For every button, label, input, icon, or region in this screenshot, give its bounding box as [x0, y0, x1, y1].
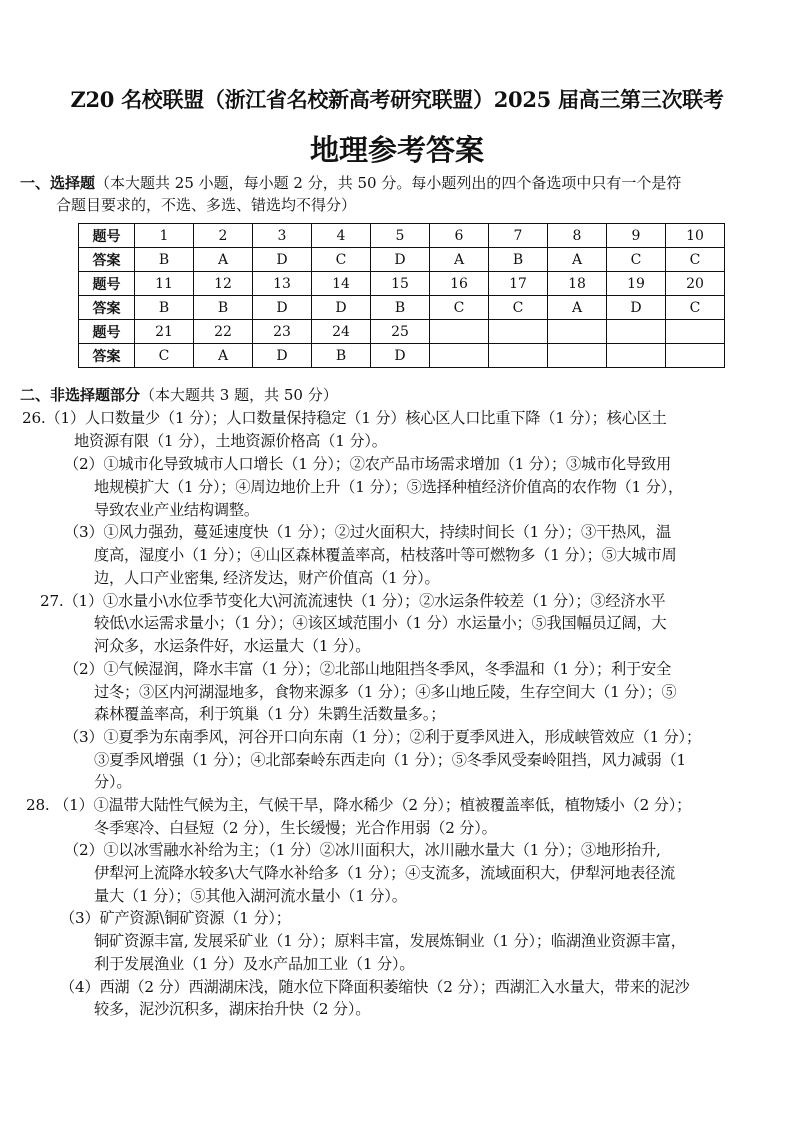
answer-letter-cell: D	[253, 248, 312, 272]
question-number-cell	[607, 320, 666, 344]
q27-2-line1: （2）①气候湿润，降水丰富（1 分）；②北部山地阻挡冬季风，冬季温和（1 分）；利于安全	[64, 660, 671, 678]
answer-table	[78, 223, 725, 368]
question-number-cell: 21	[135, 320, 194, 344]
q28-4-line1: （4）西湖（2 分）西湖湖床浅，随水位下降面积萎缩快（2 分）；西湖汇入水量大，带来的泥沙	[60, 978, 690, 996]
question-number-cell: 13	[253, 272, 312, 296]
question-number-cell: 18	[548, 272, 607, 296]
q27-1-line1: 27.（1）①水量小\水位季节变化大\河流流速快（1 分）；②水运条件较差（1 分）；③经济水平	[40, 592, 666, 610]
q28-3-line1: （3）矿产资源\铜矿资源（1 分）；	[60, 909, 291, 927]
exam-title: Z20 名校联盟（浙江省名校新高考研究联盟）2025 届高三第三次联考	[70, 87, 724, 112]
question-number-cell: 2	[194, 224, 253, 248]
question-number-cell: 9	[607, 224, 666, 248]
q28-1-line1: 28. （1）①温带大陆性气候为主，气候干旱，降水稀少（2 分）；植被覆盖率低，植物矮小（2 分）；	[26, 796, 692, 814]
section1-description: （本大题共 25 小题，每小题 2 分，共 50 分。每小题列出的四个备选项中只有一个是符	[95, 174, 682, 192]
answer-letter-cell: B	[489, 248, 548, 272]
answer-letter-cell: C	[135, 344, 194, 368]
q28-2-line3: 量大（1 分）；⑤其他入湖河流水量小（1 分）。	[94, 887, 407, 905]
q27-1-line3: 河众多，水运条件好，水运量大（1 分）。	[94, 637, 371, 655]
q27-3-line1: （3）①夏季为东南季风，河谷开口向东南（1 分）；②利于夏季风进入，形成峡管效应（1 分）；	[64, 728, 701, 746]
answer-label-cell: 答案	[79, 248, 135, 272]
q26-3-line3: 边，人口产业密集, 经济发达，财产价值高（1 分）。	[94, 569, 440, 587]
section1-description-cont: 合题目要求的，不选、多选、错选均不得分）	[56, 196, 357, 214]
question-row	[79, 272, 725, 296]
answer-label-cell: 答案	[79, 296, 135, 320]
q27-1-line2: 较低\水运需求量小；（1 分）；④该区域范围小（1 分）水运量小；⑤我国幅员辽阔，大	[94, 614, 667, 632]
q26-1-line1: 26.（1）人口数量少（1 分）；人口数量保持稳定（1 分）核心区人口比重下降（1 分）；核心区土	[22, 409, 667, 427]
q26-2-line3: 导致农业产业结构调整。	[94, 501, 259, 519]
question-number-cell: 8	[548, 224, 607, 248]
answer-label-cell: 答案	[79, 344, 135, 368]
answer-letter-cell: A	[430, 248, 489, 272]
question-label-cell: 题号	[79, 272, 135, 296]
answer-letter-cell	[548, 344, 607, 368]
answer-letter-cell: B	[312, 344, 371, 368]
q28-4-line2: 较多，泥沙沉积多，湖床抬升快（2 分）。	[94, 1000, 371, 1018]
answer-letter-cell: B	[194, 296, 253, 320]
answer-letter-cell: A	[548, 296, 607, 320]
section1-heading: 一、选择题	[20, 174, 96, 192]
question-number-cell: 23	[253, 320, 312, 344]
answer-letter-cell: A	[194, 248, 253, 272]
answer-letter-cell: C	[489, 296, 548, 320]
question-number-cell: 10	[666, 224, 725, 248]
answer-letter-cell: D	[312, 296, 371, 320]
question-number-cell: 16	[430, 272, 489, 296]
answer-letter-cell: D	[371, 248, 430, 272]
question-number-cell: 17	[489, 272, 548, 296]
answer-letter-cell: B	[371, 296, 430, 320]
answer-letter-cell	[666, 344, 725, 368]
question-number-cell: 1	[135, 224, 194, 248]
section2-heading: 二、非选择题部分	[20, 386, 141, 404]
question-number-cell: 4	[312, 224, 371, 248]
question-number-cell: 20	[666, 272, 725, 296]
question-number-cell: 22	[194, 320, 253, 344]
answer-letter-cell	[489, 344, 548, 368]
q26-2-line2: 地规模扩大（1 分）；④周边地价上升（1 分）；⑤选择种植经济价值高的农作物（1 分），	[94, 478, 683, 496]
q28-2-line1: （2）①以冰雪融水补给为主；（1 分）②冰川面积大，冰川融水量大（1 分）；③地形抬升,	[64, 841, 661, 859]
answer-row	[79, 248, 725, 272]
section2-description: （本大题共 3 题，共 50 分）	[140, 386, 338, 404]
answer-letter-cell: B	[135, 248, 194, 272]
section1-line1	[20, 172, 681, 194]
question-number-cell: 19	[607, 272, 666, 296]
answer-letter-cell: B	[135, 296, 194, 320]
answer-letter-cell: C	[666, 248, 725, 272]
answer-letter-cell: A	[548, 248, 607, 272]
q26-1-line2: 地资源有限（1 分），土地资源价格高（1 分）。	[74, 432, 387, 450]
question-row	[79, 320, 725, 344]
q26-3-line1: （3）①风力强劲，蔓延速度快（1 分）；②过火面积大，持续时间长（1 分）；③干热风，温	[64, 523, 671, 541]
question-number-cell	[666, 320, 725, 344]
question-number-cell: 6	[430, 224, 489, 248]
q26-3-line2: 度高，湿度小（1 分）；④山区森林覆盖率高，枯枝落叶等可燃物多（1 分）；⑤大城市周	[94, 546, 677, 564]
question-number-cell	[430, 320, 489, 344]
question-number-cell: 3	[253, 224, 312, 248]
answer-row	[79, 344, 725, 368]
q28-3-line3: 利于发展渔业（1 分）及水产品加工业（1 分）。	[94, 955, 415, 973]
answer-letter-cell: D	[253, 344, 312, 368]
answer-letter-cell: D	[607, 296, 666, 320]
question-number-cell: 25	[371, 320, 430, 344]
question-number-cell	[489, 320, 548, 344]
question-number-cell: 5	[371, 224, 430, 248]
q27-3-line2: ③夏季风增强（1 分）；④北部秦岭东西走向（1 分）；⑤冬季风受秦岭阻挡，风力减弱（1	[94, 751, 686, 769]
q27-2-line3: 森林覆盖率高，利于筑巢（1 分）朱鹮生活数量多。；	[94, 705, 446, 723]
answer-letter-cell: C	[666, 296, 725, 320]
q26-2-line1: （2）①城市化导致城市人口增长（1 分）；②农产品市场需求增加（1 分）；③城市化导致用	[64, 455, 671, 473]
answer-letter-cell: C	[312, 248, 371, 272]
answer-letter-cell: C	[607, 248, 666, 272]
q28-1-line2: 冬季寒冷、白昼短（2 分），生长缓慢；光合作用弱（2 分）。	[94, 819, 497, 837]
question-number-cell: 14	[312, 272, 371, 296]
answer-row	[79, 296, 725, 320]
answer-letter-cell	[607, 344, 666, 368]
question-number-cell: 7	[489, 224, 548, 248]
answer-letter-cell: C	[430, 296, 489, 320]
question-number-cell: 12	[194, 272, 253, 296]
question-number-cell: 24	[312, 320, 371, 344]
q28-2-line2: 伊犁河上流降水较多\大气降水补给多（1 分）；④支流多，流域面积大，伊犁河地表径流	[94, 864, 675, 882]
section2-line	[20, 384, 338, 406]
answer-letter-cell: A	[194, 344, 253, 368]
question-number-cell	[548, 320, 607, 344]
q27-3-line3: 分）。	[94, 773, 132, 791]
answer-letter-cell: D	[371, 344, 430, 368]
q28-3-line2: 铜矿资源丰富, 发展采矿业（1 分）；原料丰富，发展炼铜业（1 分）；临湖渔业资源丰富，	[94, 932, 686, 950]
question-number-cell: 11	[135, 272, 194, 296]
question-label-cell: 题号	[79, 224, 135, 248]
q27-2-line2: 过冬；③区内河湖湿地多，食物来源多（1 分）；④多山地丘陵，生存空间大（1 分）；⑤	[94, 683, 677, 701]
question-row	[79, 224, 725, 248]
question-number-cell: 15	[371, 272, 430, 296]
answer-letter-cell: D	[253, 296, 312, 320]
answer-letter-cell	[430, 344, 489, 368]
question-label-cell: 题号	[79, 320, 135, 344]
document-title: 地理参考答案	[309, 133, 484, 167]
